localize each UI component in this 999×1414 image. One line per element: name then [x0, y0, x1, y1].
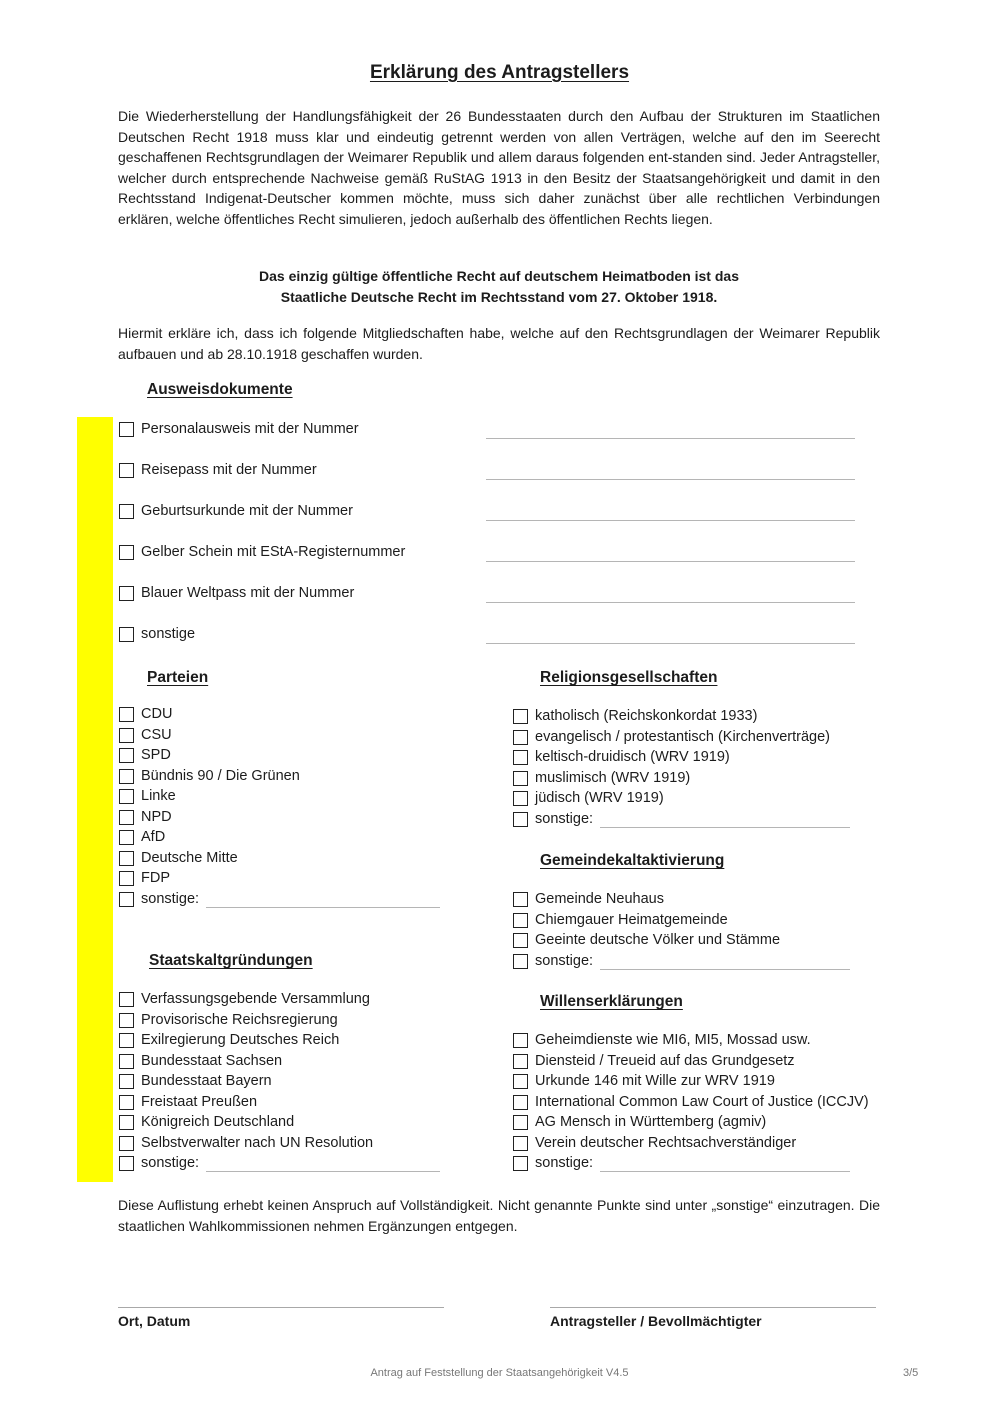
checkbox-row[interactable] — [119, 419, 359, 439]
checkbox[interactable] — [119, 871, 134, 886]
checkbox-label: Bündnis 90 / Die Grünen — [141, 768, 300, 784]
statement-line-1: Das einzig gültige öffentliche Recht auf deutschem Heimatboden ist das — [259, 268, 739, 284]
checkbox-label: Urkunde 146 mit Wille zur WRV 1919 — [535, 1073, 775, 1089]
checkbox[interactable] — [119, 1013, 134, 1028]
checkbox-row[interactable] — [119, 1010, 338, 1030]
checkbox[interactable] — [119, 748, 134, 763]
checkbox-row[interactable] — [513, 1133, 796, 1153]
checkbox-row[interactable] — [513, 951, 593, 971]
checkbox[interactable] — [513, 954, 528, 969]
checkbox-label: Gelber Schein mit EStA-Registernummer — [141, 544, 406, 560]
checkbox[interactable] — [513, 1136, 528, 1151]
checkbox-label: Reisepass mit der Nummer — [141, 462, 317, 478]
checkbox-row[interactable] — [513, 809, 593, 829]
heading-parteien: Parteien — [147, 669, 209, 686]
sonstige-ausweis-field[interactable] — [486, 643, 855, 644]
checkbox[interactable] — [513, 730, 528, 745]
checkbox-label: muslimisch (WRV 1919) — [535, 770, 691, 786]
checkbox-row[interactable] — [513, 910, 728, 930]
checkbox[interactable] — [119, 830, 134, 845]
checkbox-label: Provisorische Reichsregierung — [141, 1012, 338, 1028]
checkbox[interactable] — [513, 1156, 528, 1171]
checkbox-row[interactable] — [119, 786, 176, 806]
reisepass-number-field[interactable] — [486, 479, 855, 480]
checkbox-row[interactable] — [119, 704, 172, 724]
checkbox-label: Verfassungsgebende Versammlung — [141, 991, 370, 1007]
heading-ausweisdokumente: Ausweisdokumente — [147, 381, 293, 398]
checkbox[interactable] — [513, 1074, 528, 1089]
checkbox-label: sonstige: — [141, 891, 200, 907]
sonstige-religion-field[interactable] — [600, 827, 850, 828]
checkbox-label: Geheimdienste wie MI6, MI5, Mossad usw. — [535, 1032, 811, 1048]
heading-religionsgesellschaften: Religionsgesellschaften — [540, 669, 718, 686]
checkbox-row[interactable] — [513, 727, 830, 747]
checkbox[interactable] — [513, 913, 528, 928]
checkbox-label: evangelisch / protestantisch (Kirchenverträge) — [535, 729, 830, 745]
checkbox[interactable] — [513, 1115, 528, 1130]
checkbox-row[interactable] — [119, 624, 195, 644]
page-title: Erklärung des Antragstellers — [369, 62, 630, 83]
checkbox[interactable] — [119, 463, 134, 478]
checkbox[interactable] — [513, 892, 528, 907]
checkbox[interactable] — [119, 892, 134, 907]
weltpass-number-field[interactable] — [486, 602, 855, 603]
checkbox-row[interactable] — [119, 807, 172, 827]
checkbox-row[interactable] — [513, 1092, 869, 1112]
statement-line-2: Staatliche Deutsche Recht im Rechtsstand vom 27. Oktober 1918. — [280, 289, 718, 305]
checkbox[interactable] — [513, 1033, 528, 1048]
checkbox[interactable] — [119, 851, 134, 866]
checkbox-label: sonstige: — [535, 811, 594, 827]
checkbox-label: Königreich Deutschland — [141, 1114, 295, 1130]
checkbox[interactable] — [119, 728, 134, 743]
checkbox-row[interactable] — [513, 1112, 766, 1132]
checkbox-label: AG Mensch in Württemberg (agmiv) — [535, 1114, 767, 1130]
heading-willenserklaerungen: Willenserklärungen — [540, 993, 683, 1010]
checkbox[interactable] — [513, 709, 528, 724]
checkbox[interactable] — [513, 750, 528, 765]
checkbox-label: Verein deutscher Rechtsachverständiger — [535, 1135, 797, 1151]
statement — [118, 266, 880, 308]
checkbox-row[interactable] — [119, 460, 317, 480]
checkbox-label: Freistaat Preußen — [141, 1094, 258, 1110]
sonstige-gemeinde-field[interactable] — [600, 969, 850, 970]
checkbox-label: Chiemgauer Heimatgemeinde — [535, 912, 728, 928]
checkbox[interactable] — [119, 707, 134, 722]
sonstige-staat-field[interactable] — [206, 1171, 440, 1172]
checkbox[interactable] — [119, 992, 134, 1007]
checkbox[interactable] — [119, 1054, 134, 1069]
geburtsurkunde-number-field[interactable] — [486, 520, 855, 521]
checkbox-row[interactable] — [119, 583, 354, 603]
page-number: 3/5 — [903, 1367, 919, 1379]
checkbox-row[interactable] — [513, 1071, 775, 1091]
checkbox[interactable] — [119, 789, 134, 804]
checkbox-row[interactable] — [513, 930, 780, 950]
checkbox-row[interactable] — [119, 501, 353, 521]
checkbox-label: Selbstverwalter nach UN Resolution — [141, 1135, 374, 1151]
sonstige-willen-field[interactable] — [600, 1171, 850, 1172]
checkbox-label: Diensteid / Treueid auf das Grundgesetz — [535, 1053, 795, 1069]
checkbox-row[interactable] — [119, 1153, 199, 1173]
checkbox-label: sonstige: — [535, 953, 594, 969]
place-date-label: Ort, Datum — [118, 1313, 191, 1329]
sonstige-partei-field[interactable] — [206, 907, 440, 908]
checkbox[interactable] — [119, 1095, 134, 1110]
checkbox-label: katholisch (Reichskonkordat 1933) — [535, 708, 758, 724]
applicant-signature-label: Antragsteller / Bevollmächtigter — [550, 1313, 762, 1329]
checkbox-row[interactable] — [119, 1092, 257, 1112]
checkbox-row[interactable] — [119, 989, 370, 1009]
checkbox-row[interactable] — [119, 868, 170, 888]
checkbox[interactable] — [119, 545, 134, 560]
checkbox[interactable] — [513, 1095, 528, 1110]
checkbox-row[interactable] — [513, 747, 730, 767]
checkbox-label: Gemeinde Neuhaus — [535, 891, 664, 907]
checkbox[interactable] — [119, 627, 134, 642]
checkbox-row[interactable] — [119, 725, 172, 745]
checkbox[interactable] — [119, 1136, 134, 1151]
checkbox-row[interactable] — [513, 788, 664, 808]
checkbox[interactable] — [513, 771, 528, 786]
checkbox-label: FDP — [141, 870, 170, 886]
checkbox[interactable] — [119, 1074, 134, 1089]
place-date-field[interactable] — [118, 1307, 444, 1308]
note-paragraph: Diese Auflistung erhebt keinen Anspruch auf Vollständigkeit. Nicht genannte Punkte sind unter „sonstige“ einzutragen. Die staatlichen Wahlkommissionen nehmen Ergänzungen entgegen. — [118, 1197, 880, 1234]
checkbox-row[interactable] — [119, 827, 165, 847]
checkbox-label: jüdisch (WRV 1919) — [535, 790, 664, 806]
checkbox[interactable] — [513, 1054, 528, 1069]
checkbox[interactable] — [513, 812, 528, 827]
heading-staatskaltgruendungen: Staatskaltgründungen — [149, 952, 313, 969]
checkbox-label: NPD — [141, 809, 172, 825]
checkbox-label: Bundesstaat Bayern — [141, 1073, 272, 1089]
checkbox-row[interactable] — [119, 1051, 282, 1071]
checkbox-label: sonstige: — [535, 1155, 594, 1171]
checkbox-row[interactable] — [119, 1030, 339, 1050]
checkbox-label: sonstige — [141, 626, 196, 642]
intro-paragraph: Die Wiederherstellung der Handlungsfähigkeit der 26 Bundesstaaten durch den Aufbau der Strukturen im Staatlichen Deutschen Recht 1918 muss klar und eindeutig getrennt werden von allen Verträgen, welche auf den im Seerecht geschaffenen Rechtsgrundlagen der Weimarer Republik und allem daraus folgenden ent-standen sind. Jeder Antragsteller, welcher durch entsprechende Nachweise gemäß RuStAG 1913 in den Besitz der Staatsangehörigkeit und damit in den Rechtsstand Indigenat-Deutscher kommen möchte, muss sich daher zunächst über alle rechtlichen Verbindungen erklären, welche öffentliches Recht simulieren, jedoch außerhalb des öffentlichen Rechts liegen. — [118, 108, 880, 227]
checkbox-row[interactable] — [119, 1133, 373, 1153]
heading-gemeindekaltaktivierung: Gemeindekaltaktivierung — [540, 852, 725, 869]
checkbox-row[interactable] — [119, 889, 199, 909]
checkbox-label: AfD — [141, 829, 166, 845]
footer-text: Antrag auf Feststellung der Staatsangehörigkeit V4.5 — [370, 1367, 629, 1379]
checkbox-label: International Common Law Court of Justice (ICCJV) — [535, 1094, 869, 1110]
checkbox[interactable] — [513, 933, 528, 948]
checkbox-row[interactable] — [119, 1112, 294, 1132]
personalausweis-number-field[interactable] — [486, 438, 855, 439]
checkbox[interactable] — [119, 422, 134, 437]
checkbox-label: Geburtsurkunde mit der Nummer — [141, 503, 353, 519]
checkbox-row[interactable] — [513, 706, 757, 726]
esta-number-field[interactable] — [486, 561, 855, 562]
checkbox-label: Exilregierung Deutsches Reich — [141, 1032, 340, 1048]
checkbox-row[interactable] — [513, 1051, 795, 1071]
checkbox[interactable] — [119, 810, 134, 825]
checkbox-label: sonstige: — [141, 1155, 200, 1171]
checkbox[interactable] — [119, 1156, 134, 1171]
checkbox-label: Blauer Weltpass mit der Nummer — [141, 585, 355, 601]
checkbox[interactable] — [119, 769, 134, 784]
checkbox-label: CDU — [141, 706, 173, 722]
checkbox[interactable] — [119, 1033, 134, 1048]
checkbox-row[interactable] — [513, 889, 664, 909]
highlight-bar — [77, 417, 113, 1182]
checkbox-row[interactable] — [513, 1030, 811, 1050]
checkbox-row[interactable] — [119, 848, 238, 868]
checkbox-label: Linke — [141, 788, 176, 804]
checkbox[interactable] — [119, 586, 134, 601]
checkbox-row[interactable] — [513, 768, 690, 788]
checkbox-label: Geeinte deutsche Völker und Stämme — [535, 932, 781, 948]
checkbox[interactable] — [119, 504, 134, 519]
checkbox-row[interactable] — [119, 766, 300, 786]
checkbox-label: CSU — [141, 727, 172, 743]
checkbox-label: Personalausweis mit der Nummer — [141, 421, 359, 437]
applicant-signature-field[interactable] — [550, 1307, 876, 1308]
checkbox-row[interactable] — [119, 745, 171, 765]
checkbox-row[interactable] — [119, 542, 405, 562]
checkbox-row[interactable] — [119, 1071, 272, 1091]
checkbox[interactable] — [119, 1115, 134, 1130]
checkbox-label: SPD — [141, 747, 171, 763]
checkbox-label: Bundesstaat Sachsen — [141, 1053, 283, 1069]
checkbox[interactable] — [513, 791, 528, 806]
declaration-paragraph: Hiermit erkläre ich, dass ich folgende Mitgliedschaften habe, welche auf den Rechtsgrundlagen der Weimarer Republik aufbauen und ab 28.10.1918 geschaffen wurden. — [118, 325, 880, 362]
checkbox-label: keltisch-druidisch (WRV 1919) — [535, 749, 730, 765]
checkbox-label: Deutsche Mitte — [141, 850, 238, 866]
checkbox-row[interactable] — [513, 1153, 593, 1173]
